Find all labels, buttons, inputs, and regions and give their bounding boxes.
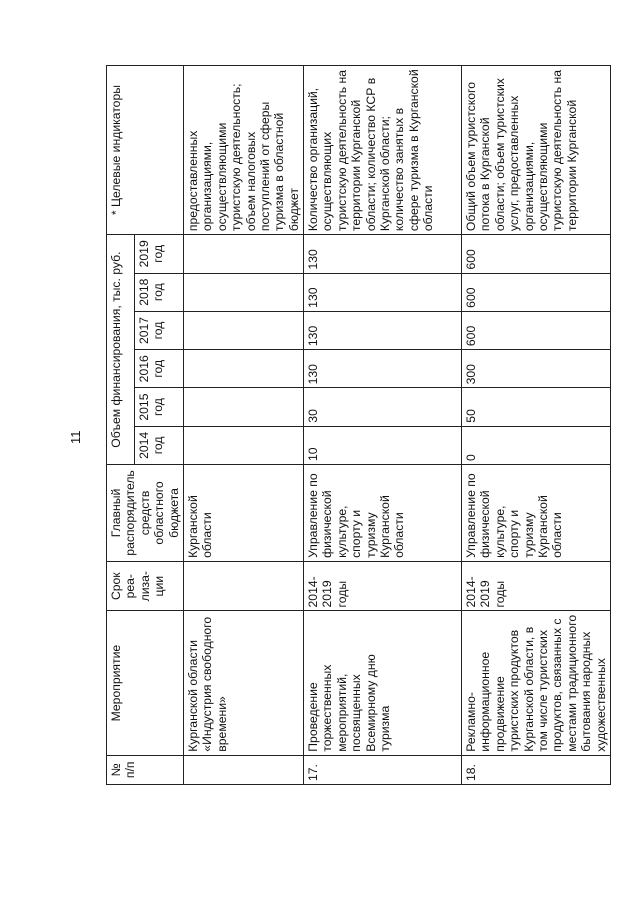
row-event: Курганской области «Индустрия свободного времени» bbox=[183, 611, 303, 755]
row-distributor: Управление по физической культуре, спорту и туризму Курганской области bbox=[304, 465, 462, 562]
col-header-term: Срок реа-лиза-ции bbox=[107, 561, 184, 611]
page-number: 11 bbox=[68, 430, 83, 444]
row-value: 600 bbox=[462, 235, 611, 273]
row-value bbox=[183, 426, 303, 464]
year-header: 2017 год bbox=[135, 311, 184, 349]
year-header: 2015 год bbox=[135, 388, 184, 426]
year-header: 2018 год bbox=[135, 273, 184, 311]
row-value bbox=[183, 388, 303, 426]
row-event: Проведение торжественных мероприятий, посвященных Всемирному дню туризма bbox=[304, 611, 462, 755]
row-value bbox=[183, 273, 303, 311]
row-value: 10 bbox=[304, 426, 462, 464]
year-header: 2014 год bbox=[135, 426, 184, 464]
row-value: 0 bbox=[462, 426, 611, 464]
row-term bbox=[183, 561, 303, 611]
row-distributor: Управление по физической культуре, спорту и туризму Курганской области bbox=[462, 465, 611, 562]
col-header-no: № п/п bbox=[107, 755, 184, 784]
row-event: Рекламно-информационное продвижение туристских продуктов Курганской области, в том числе туристских продуктов, связанных с местами традиционного бытования народных художественных bbox=[462, 611, 611, 755]
row-indicators: Общий объем туристского потока в Курганской области; объем туристских услуг, предоставленных организациями, осуществляющими туристскую деятельность на территории Курганской bbox=[462, 66, 611, 235]
row-value: 130 bbox=[304, 350, 462, 388]
row-term: 2014-2019 годы bbox=[462, 561, 611, 611]
year-header: 2016 год bbox=[135, 350, 184, 388]
year-header: 2019 год bbox=[135, 235, 184, 273]
row-value: 600 bbox=[462, 273, 611, 311]
row-distributor: Курганской области bbox=[183, 465, 303, 562]
row-value: 50 bbox=[462, 388, 611, 426]
table-row bbox=[304, 66, 462, 785]
row-value: 130 bbox=[304, 311, 462, 349]
row-indicators: Количество организаций, осуществляющих туристскую деятельность на территории Курганской области; количество КСР в Курганской области; количество занятых в сфере туризма в Курганской области bbox=[304, 66, 462, 235]
col-header-indicators: * Целевые индикаторы bbox=[107, 66, 184, 235]
row-number: 18. bbox=[462, 755, 611, 784]
col-header-funding: Объем финансирования, тыс. руб. bbox=[107, 235, 135, 465]
row-term: 2014-2019 годы bbox=[304, 561, 462, 611]
row-indicators: предоставленных организациями, осуществляющими туристскую деятельность; объем налоговых поступлений от сферы туризма в областной бюджет bbox=[183, 66, 303, 235]
row-value: 130 bbox=[304, 235, 462, 273]
table-row bbox=[462, 66, 611, 785]
row-value bbox=[183, 350, 303, 388]
row-value: 300 bbox=[462, 350, 611, 388]
col-header-event: Мероприятие bbox=[107, 611, 184, 755]
row-value bbox=[183, 311, 303, 349]
row-number: 17. bbox=[304, 755, 462, 784]
row-value bbox=[183, 235, 303, 273]
col-header-distributor: Главный распорядитель средств областного бюджета bbox=[107, 465, 184, 562]
row-value: 130 bbox=[304, 273, 462, 311]
row-value: 600 bbox=[462, 311, 611, 349]
row-number bbox=[183, 755, 303, 784]
table-row bbox=[183, 66, 303, 785]
header-row bbox=[107, 66, 135, 785]
program-table bbox=[106, 65, 611, 785]
row-value: 30 bbox=[304, 388, 462, 426]
